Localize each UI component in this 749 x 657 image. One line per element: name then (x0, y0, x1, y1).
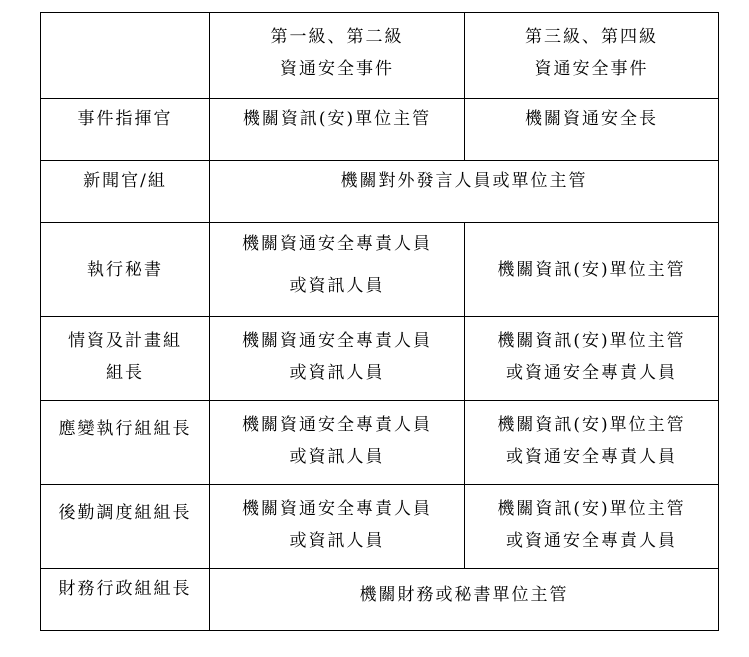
cell-text-line-1: 機關資訊(安)單位主管 (497, 415, 686, 435)
merged-cell (210, 161, 719, 223)
cell-text: 機關對外發言人員或單位主管 (340, 171, 588, 191)
level-1-2-cell (210, 485, 465, 569)
incident-response-roles-table (40, 12, 719, 631)
cell-text-line-2: 或資訊人員 (289, 363, 385, 383)
level-3-4-cell (465, 401, 719, 485)
cell-text: 機關財務或秘書單位主管 (359, 585, 569, 605)
cell-text-line-2: 或資訊人員 (289, 276, 385, 296)
cell-text-line-2: 或資訊人員 (289, 531, 385, 551)
role-label-text: 執行秘書 (87, 259, 163, 280)
table-row (41, 569, 719, 631)
header-level-1-2-line-2: 資通安全事件 (280, 59, 394, 79)
cell-text-line-1: 機關資訊(安)單位主管 (497, 499, 686, 519)
cell-text-line-1: 機關資訊(安)單位主管 (497, 331, 686, 351)
role-label-text: 事件指揮官 (77, 109, 173, 129)
cell-text: 機關資通安全長 (525, 109, 658, 129)
header-level-3-4-line-1: 第三級、第四級 (525, 27, 658, 47)
role-label-line-1: 情資及計畫組 (68, 331, 182, 351)
level-3-4-cell (465, 223, 719, 317)
merged-cell (210, 569, 719, 631)
role-label (41, 99, 210, 161)
role-label (41, 161, 210, 223)
role-label (41, 485, 210, 569)
header-level-3-4 (465, 13, 719, 99)
level-1-2-cell (210, 99, 465, 161)
cell-text-line-2: 或資通安全專責人員 (506, 447, 677, 467)
role-label-text: 新聞官/組 (83, 171, 167, 191)
header-level-3-4-line-2: 資通安全事件 (534, 59, 649, 79)
role-label (41, 569, 210, 631)
table-row (41, 161, 719, 223)
cell-text: 機關資訊(安)單位主管 (242, 109, 432, 129)
table-row (41, 401, 719, 485)
role-label (41, 223, 210, 317)
header-level-1-2 (210, 13, 465, 99)
level-3-4-cell (465, 99, 719, 161)
header-level-1-2-line-1: 第一級、第二級 (270, 27, 404, 47)
cell-text-line-2: 或資訊人員 (289, 447, 385, 467)
cell-text-line-1: 機關資通安全專責人員 (242, 331, 432, 351)
cell-text-line-2: 或資通安全專責人員 (506, 531, 677, 551)
header-row (41, 13, 719, 99)
cell-text: 機關資訊(安)單位主管 (497, 259, 686, 280)
header-empty-cell (41, 13, 210, 99)
cell-text-line-1: 機關資通安全專責人員 (242, 499, 432, 519)
table-row (41, 485, 719, 569)
level-1-2-cell (210, 401, 465, 485)
cell-text-line-2: 或資通安全專責人員 (506, 363, 677, 383)
role-label-text: 財務行政組組長 (58, 579, 192, 599)
role-label-text: 應變執行組組長 (58, 419, 192, 439)
table-row (41, 99, 719, 161)
cell-text-line-1: 機關資通安全專責人員 (242, 234, 432, 254)
role-label (41, 317, 210, 401)
role-label-line-2: 組長 (106, 363, 144, 383)
table-row (41, 223, 719, 317)
level-1-2-cell (210, 223, 465, 317)
level-3-4-cell (465, 317, 719, 401)
role-label (41, 401, 210, 485)
role-label-text: 後勤調度組組長 (58, 503, 192, 523)
table-row (41, 317, 719, 401)
level-1-2-cell (210, 317, 465, 401)
level-3-4-cell (465, 485, 719, 569)
cell-text-line-1: 機關資通安全專責人員 (242, 415, 432, 435)
